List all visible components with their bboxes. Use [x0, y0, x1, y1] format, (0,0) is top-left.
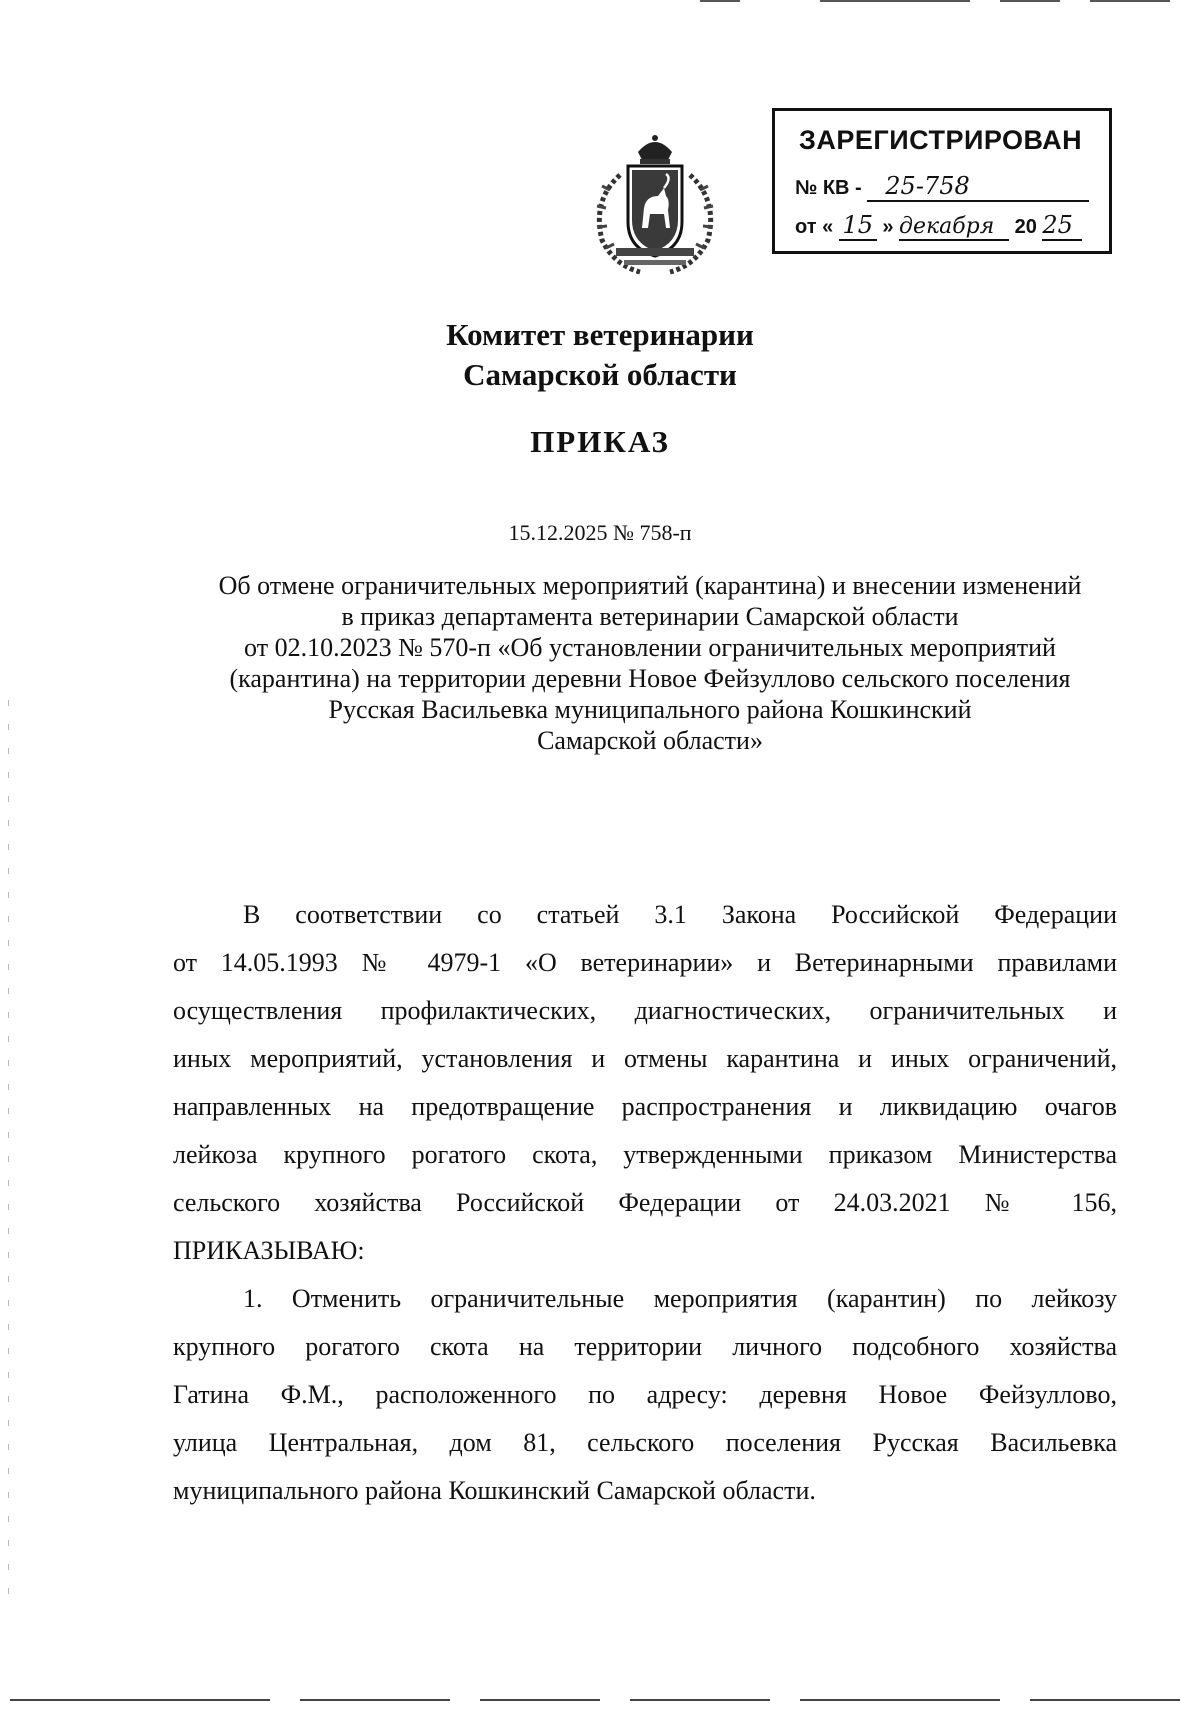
paragraph-line: осуществления профилактических, диагностических, ограничительных и	[173, 996, 1117, 1025]
title-line: Об отмене ограничительных мероприятий (карантина) и внесении изменений	[218, 571, 1082, 600]
stamp-number-label: № КВ -	[795, 177, 862, 199]
stamp-number-handwritten: 25-758	[885, 172, 970, 200]
paragraph-line: иных мероприятий, установления и отмены карантина и иных ограничений,	[173, 1044, 1117, 1073]
paragraph-line: от 14.05.1993 № 4979-1 «О ветеринарии» и Ветеринарными правилами	[173, 948, 1117, 977]
title-line: Самарской области»	[537, 726, 763, 755]
paragraph-line: В соответствии со статьей 3.1 Закона Российской Федерации	[243, 900, 1117, 929]
stamp-date-mid: »	[882, 216, 894, 238]
stamp-year-prefix: 20	[1014, 216, 1037, 238]
paragraph-line: крупного рогатого скота на территории личного подсобного хозяйства	[173, 1332, 1117, 1361]
scan-edge-left	[8, 700, 9, 1600]
stamp-date-year: 25	[1042, 211, 1082, 241]
title-line: в приказ департамента ветеринарии Самарской области	[341, 602, 959, 631]
paragraph-line: направленных на предотвращение распространения и ликвидацию очагов	[173, 1092, 1117, 1121]
stamp-date-day: 15	[839, 211, 877, 241]
title-line: (карантина) на территории деревни Новое Фейзуллово сельского поселения	[229, 664, 1071, 693]
scan-edge-bottom	[0, 1699, 1200, 1702]
org-name-line-1: Комитет ветеринарии	[446, 317, 754, 352]
document-title	[170, 570, 1130, 756]
stamp-title: ЗАРЕГИСТРИРОВАН	[799, 125, 1083, 155]
document-date-number: 15.12.2025 № 758-п	[508, 520, 692, 545]
scan-edge-top	[0, 0, 1200, 4]
title-line: Русская Васильевка муниципального района Кошкинский	[328, 695, 972, 724]
org-name-line-2: Самарской области	[463, 357, 737, 392]
paragraph-line: Гатина Ф.М., расположенного по адресу: деревня Новое Фейзуллово,	[173, 1380, 1117, 1409]
stamp-number-row	[795, 172, 1089, 202]
document-type-heading: ПРИКАЗ	[530, 424, 670, 459]
paragraph-line: муниципального района Кошкинский Самарской области.	[173, 1476, 816, 1505]
stamp-date-prefix: от «	[795, 216, 834, 238]
paragraph-line: сельского хозяйства Российской Федерации от 24.03.2021 № 156,	[173, 1188, 1117, 1217]
title-line: от 02.10.2023 № 570-п «Об установлении ограничительных мероприятий	[244, 633, 1056, 662]
stamp-date-row	[795, 211, 1082, 241]
paragraph-line: ПРИКАЗЫВАЮ:	[173, 1236, 365, 1265]
paragraph-line: 1. Отменить ограничительные мероприятия (карантин) по лейкозу	[243, 1284, 1117, 1313]
paragraph-line: улица Центральная, дом 81, сельского поселения Русская Васильевка	[173, 1428, 1117, 1457]
stamp-date-month: декабря	[899, 214, 1009, 241]
coat-of-arms-emblem	[580, 130, 730, 280]
paragraph-line: лейкоза крупного рогатого скота, утвержденными приказом Министерства	[173, 1140, 1117, 1169]
registration-stamp	[772, 108, 1112, 254]
